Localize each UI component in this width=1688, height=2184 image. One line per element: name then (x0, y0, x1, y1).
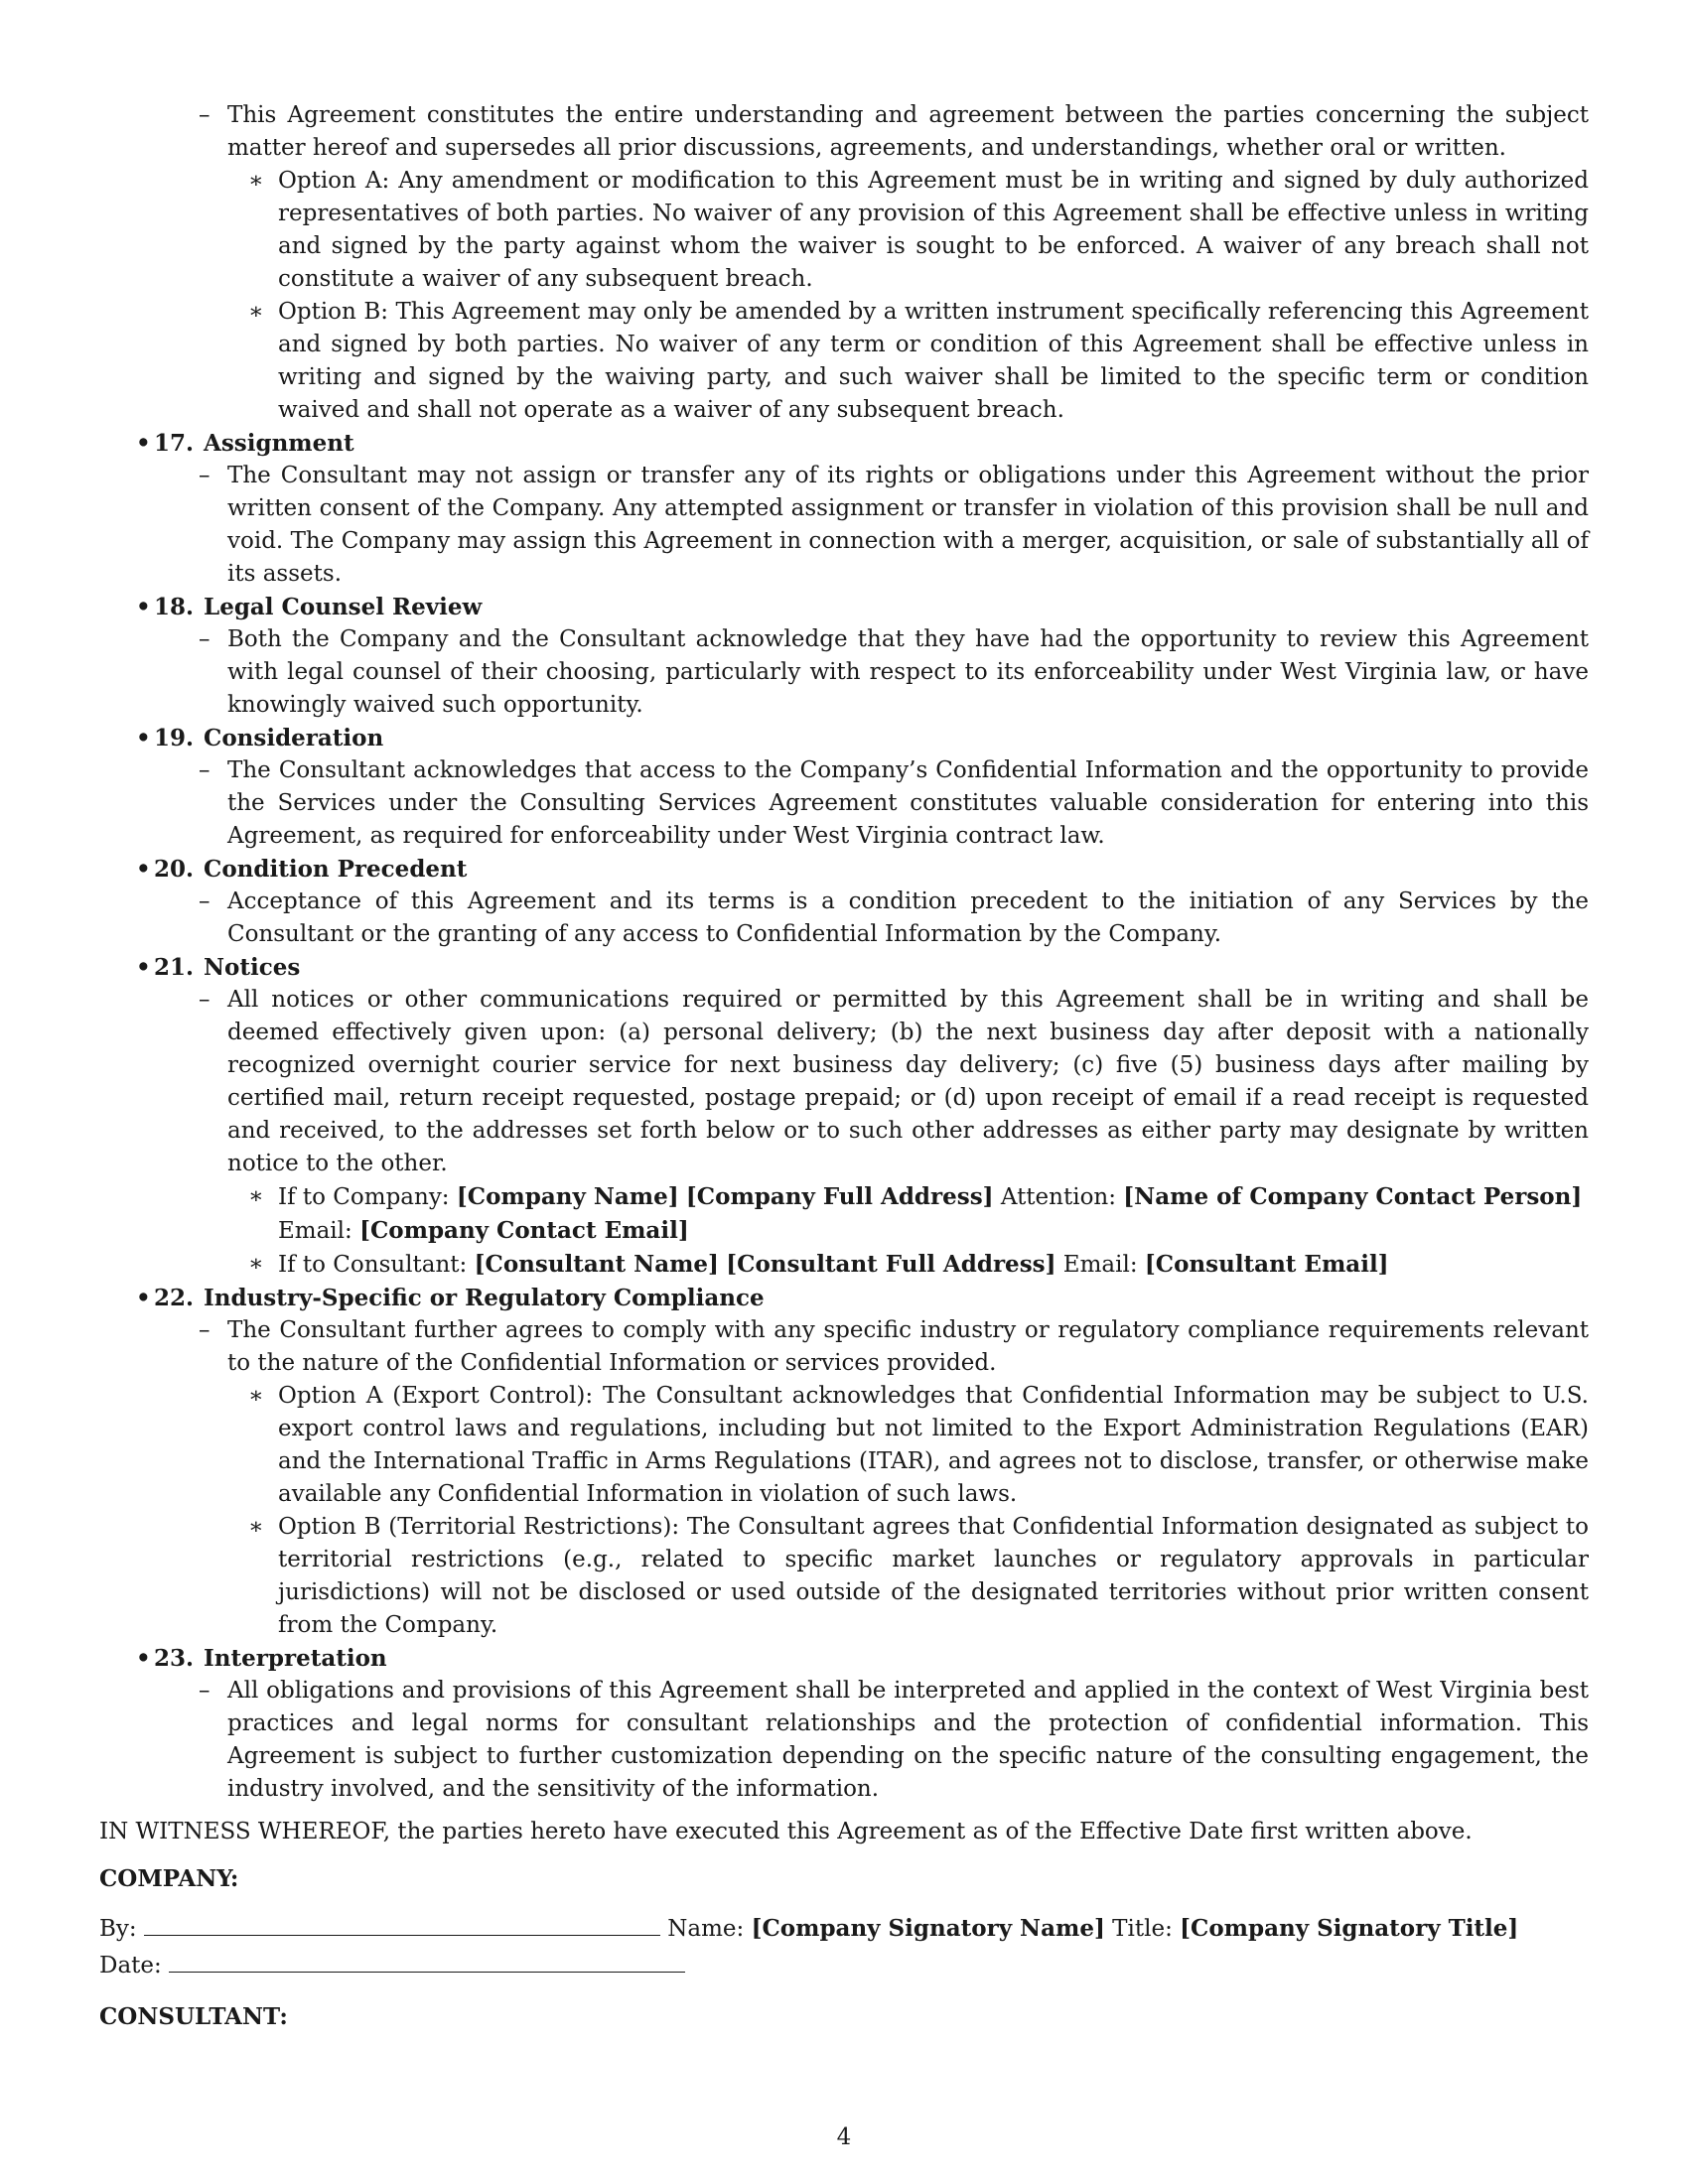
bullet-marker: • (136, 856, 151, 883)
bullet-marker: • (136, 594, 151, 620)
section-20-heading: • 20. Condition Precedent (99, 853, 1589, 886)
compliance-option-b: ∗ Option B (Territorial Restrictions): The Consultant agrees that Confidential Information designated as subject to territorial restrictions (e.g., related to specific market launches or regulatory approvals in particular jurisdictions) will not be disclosed or used outside of the designated territories without prior written consent from the Company. (99, 1511, 1589, 1642)
bullet-marker: • (136, 1285, 151, 1311)
company-name-placeholder: [Company Name] (456, 1183, 679, 1210)
section-21-text: – All notices or other communications required or permitted by this Agreement shall be in writing and shall be deemed effectively given upon: (a) personal delivery; (b) the next business day after deposit with a nationally recognized overnight courier service for next business day delivery; (c) five (5) business days after mailing by certified mail, return receipt requested, postage prepaid; or (d) upon receipt of email if a read receipt is requested and received, to the addresses set forth below or to such other addresses as either party may designate by written notice to the other. (199, 984, 1589, 1180)
company-signature-block (99, 1909, 1589, 1982)
bullet-marker: • (136, 1645, 151, 1672)
date-line[interactable] (169, 1946, 685, 1973)
asterisk-marker: ∗ (248, 1383, 264, 1409)
asterisk-marker: ∗ (248, 168, 264, 194)
bullet-marker: • (136, 430, 151, 457)
dash-marker: – (199, 757, 211, 783)
consultant-signature-heading: CONSULTANT: (99, 2003, 288, 2030)
consultant-email-placeholder: [Consultant Email] (1144, 1251, 1389, 1278)
dash-marker: – (199, 987, 211, 1013)
section-22-heading: • 22. Industry-Specific or Regulatory Compliance (99, 1282, 1589, 1314)
dash-marker: – (199, 1678, 211, 1704)
company-contact-placeholder: [Name of Company Contact Person] (1123, 1183, 1583, 1210)
company-email-placeholder: [Company Contact Email] (359, 1217, 689, 1244)
asterisk-marker: ∗ (248, 1514, 264, 1540)
signature-row: By: Name: [Company Signatory Name] Title: [Company Signatory Title] (99, 1909, 1589, 1946)
section-19-text: – The Consultant acknowledges that access to the Company’s Confidential Information and the opportunity to provide the Services under the Consulting Services Agreement constitutes valuable consideration for entering into this Agreement, as required for enforceability under West Virginia contract law. (199, 754, 1589, 853)
document-body (99, 99, 1589, 2033)
dash-marker: – (199, 888, 211, 914)
consultant-name-placeholder: [Consultant Name] (474, 1251, 719, 1278)
amendment-option-a: ∗ Option A: Any amendment or modification to this Agreement must be in writing and signed by duly authorized representatives of both parties. No waiver of any provision of this Agreement shall be effective unless in writing and signed by the party against whom the waiver is sought to be enforced. A waiver of any breach shall not constitute a waiver of any subsequent breach. (99, 165, 1589, 296)
bullet-marker: • (136, 954, 151, 981)
section-19-heading: • 19. Consideration (99, 722, 1589, 754)
section-22-text: – The Consultant further agrees to comply with any specific industry or regulatory compliance requirements relevant to the nature of the Confidential Information or services provided. (199, 1314, 1589, 1380)
signatory-title-placeholder: [Company Signatory Title] (1180, 1915, 1519, 1942)
dash-marker: – (199, 463, 211, 488)
asterisk-marker: ∗ (248, 299, 264, 325)
dash-marker: – (199, 1317, 211, 1343)
section-18-text: – Both the Company and the Consultant acknowledge that they have had the opportunity to review this Agreement with legal counsel of their choosing, particularly with respect to its enforceability under West Virginia law, or have knowingly waived such opportunity. (199, 623, 1589, 722)
signature-line[interactable] (144, 1909, 660, 1936)
date-row: Date: (99, 1946, 1589, 1982)
company-signature-heading: COMPANY: (99, 1865, 239, 1892)
section-23-text: – All obligations and provisions of this Agreement shall be interpreted and applied in the context of West Virginia best practices and legal norms for consultant relationships and the protection of confidential information. This Agreement is subject to further customization depending on the specific nature of the consulting engagement, the industry involved, and the sensitivity of the information. (199, 1675, 1589, 1806)
consultant-address-placeholder: [Consultant Full Address] (726, 1251, 1056, 1278)
section-23-heading: • 23. Interpretation (99, 1642, 1589, 1675)
notice-to-company: ∗ If to Company: [Company Name] [Company Full Address] Attention: [Name of Company Contact Person] Email: [Company Contact Email] (99, 1180, 1589, 1248)
page-number: 4 (836, 2124, 852, 2150)
bullet-marker: • (136, 725, 151, 751)
section-21-heading: • 21. Notices (99, 951, 1589, 984)
entire-agreement-clause: – This Agreement constitutes the entire understanding and agreement between the parties concerning the subject matter hereof and supersedes all prior discussions, agreements, and understandings, whether oral or written. (199, 99, 1589, 165)
dash-marker: – (199, 626, 211, 652)
section-17-heading: • 17. Assignment (99, 427, 1589, 460)
section-20-text: – Acceptance of this Agreement and its terms is a condition precedent to the initiation of any Services by the Consultant or the granting of any access to Confidential Information by the Company. (199, 886, 1589, 951)
dash-marker: – (199, 102, 211, 128)
company-address-placeholder: [Company Full Address] (685, 1183, 994, 1210)
section-18-heading: • 18. Legal Counsel Review (99, 591, 1589, 623)
section-17-text: – The Consultant may not assign or transfer any of its rights or obligations under this Agreement without the prior written consent of the Company. Any attempted assignment or transfer in violation of this provision shall be null and void. The Company may assign this Agreement in connection with a merger, acquisition, or sale of substantially all of its assets. (199, 460, 1589, 591)
asterisk-marker: ∗ (248, 1183, 264, 1209)
signatory-name-placeholder: [Company Signatory Name] (751, 1915, 1105, 1942)
asterisk-marker: ∗ (248, 1251, 264, 1277)
amendment-option-b: ∗ Option B: This Agreement may only be amended by a written instrument specifically referencing this Agreement and signed by both parties. No waiver of any term or condition of this Agreement shall be effective unless in writing and signed by the waiving party, and such waiver shall be limited to the specific term or condition waived and shall not operate as a waiver of any subsequent breach. (99, 296, 1589, 427)
witness-statement: IN WITNESS WHEREOF, the parties hereto have executed this Agreement as of the Effective Date first written above. (99, 1819, 1473, 1844)
compliance-option-a: ∗ Option A (Export Control): The Consultant acknowledges that Confidential Information may be subject to U.S. export control laws and regulations, including but not limited to the Export Administration Regulations (EAR) and the International Traffic in Arms Regulations (ITAR), and agrees not to disclose, transfer, or otherwise make available any Confidential Information in violation of such laws. (99, 1380, 1589, 1511)
notice-to-consultant: ∗ If to Consultant: [Consultant Name] [Consultant Full Address] Email: [Consultant Email] (99, 1248, 1589, 1282)
